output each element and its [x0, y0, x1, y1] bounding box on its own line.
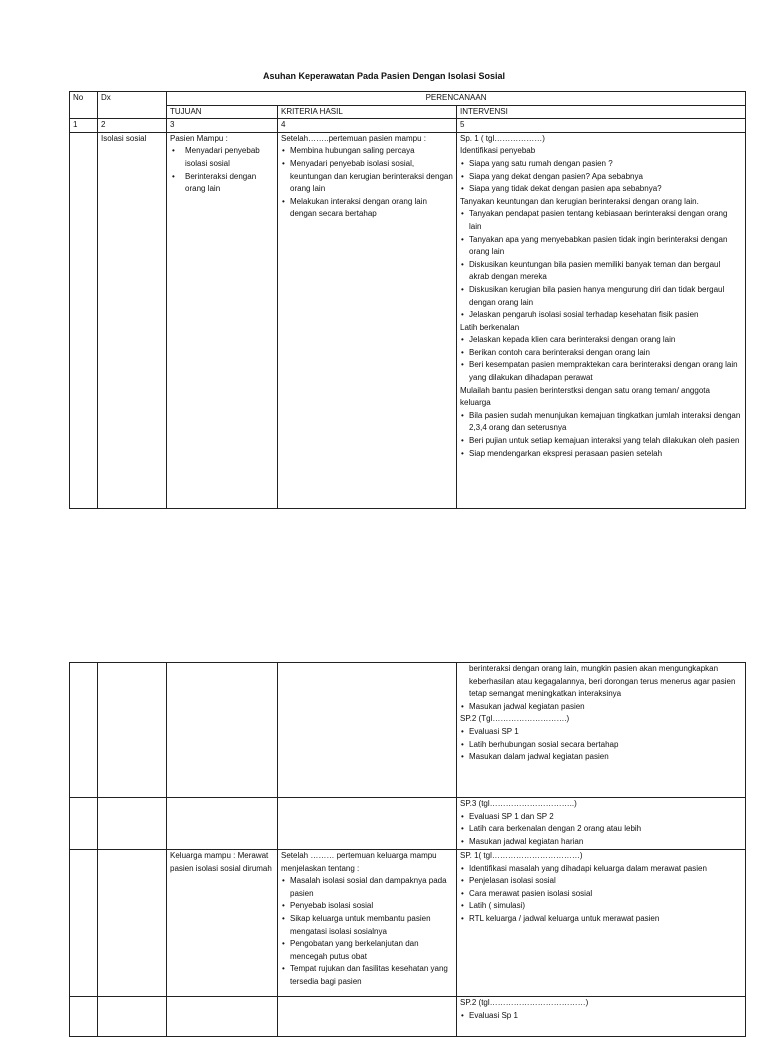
table-row: [70, 663, 746, 798]
sp-title: Sp. 1 ( tgl………………): [460, 133, 545, 143]
list-item: • Siap mendengarkan ekspresi perasaan pasien setelah: [460, 448, 742, 461]
table-row: [70, 850, 746, 997]
list-item: • Berikan contoh cara berinteraksi dengan orang lain: [460, 347, 742, 360]
list-item: • Masukan dalam jadwal kegiatan pasien: [460, 751, 742, 764]
header-kriteria: KRITERIA HASIL: [278, 105, 457, 119]
list-item: • Masukan jadwal kegiatan pasien: [460, 701, 742, 714]
intervensi-text: Identifikasi penyebab: [460, 146, 536, 156]
tujuan-list: [170, 145, 274, 195]
cell-intervensi: [457, 663, 746, 798]
header-perencanaan: PERENCANAAN: [167, 92, 746, 106]
list-item: • Melakukan interaksi dengan orang lain dengan secara bertahap: [281, 196, 453, 221]
list-item: • Evaluasi SP 1: [460, 726, 742, 739]
col-number: 1: [70, 119, 98, 133]
cell-intervensi: [457, 850, 746, 997]
number-row: [70, 119, 746, 133]
list-item: • Latih berhubungan sosial secara bertahap: [460, 739, 742, 752]
kriteria-head: Setelah ……… pertemuan keluarga mampu menjelaskan tentang :: [281, 851, 437, 873]
list-item: • Evaluasi SP 1 dan SP 2: [460, 811, 742, 824]
intervensi-list: [460, 726, 742, 764]
subheader-row: [70, 105, 746, 119]
list-item: • RTL keluarga / jadwal keluarga untuk merawat pasien: [460, 913, 742, 926]
list-item: • Evaluasi Sp 1: [460, 1010, 742, 1023]
kriteria-list: [281, 875, 453, 988]
intervensi-list: [460, 158, 742, 196]
list-item: • Bila pasien sudah menunjukan kemajuan tingkatkan jumlah interaksi dengan 2,3,4 orang dan seterusnya: [460, 410, 742, 435]
list-item: • Diskusikan kerugian bila pasien hanya mengurung diri dan tidak bergaul dengan orang lain: [460, 284, 742, 309]
care-plan-table-continued: [69, 662, 746, 1037]
list-item: • Latih ( simulasi): [460, 900, 742, 913]
list-item: • Jelaskan kepada klien cara berinteraksi dengan orang lain: [460, 334, 742, 347]
list-item: • Siapa yang tidak dekat dengan pasien apa sebabnya?: [460, 183, 742, 196]
sp-title: SP.2 (Tgl……………………….): [460, 714, 570, 724]
table-row: [70, 997, 746, 1037]
list-item: • Tempat rujukan dan fasilitas kesehatan yang tersedia bagi pasien: [281, 963, 453, 988]
list-item: • Masukan jadwal kegiatan harian: [460, 836, 742, 849]
intervensi-list: [460, 410, 742, 460]
header-no: No: [70, 92, 98, 119]
cell-intervensi: [457, 132, 746, 508]
list-item: • Membina hubungan saling percaya: [281, 145, 453, 158]
list-item: • Beri pujian untuk setiap kemajuan interaksi yang telah dilakukan oleh pasien: [460, 435, 742, 448]
care-plan-table: [69, 91, 746, 509]
list-item: • Pengobatan yang berkelanjutan dan mencegah putus obat: [281, 938, 453, 963]
col-number: 4: [278, 119, 457, 133]
sp-title: SP. 1( tgl……………………………): [460, 851, 583, 860]
cell-dx: Isolasi sosial: [98, 132, 167, 508]
list-item: • Menyadari penyebab isolasi sosial, keuntungan dan kerugian berinteraksi dengan orang lain: [281, 158, 453, 196]
intervensi-text: Tanyakan keuntungan dan kerugian berinteraksi dengan orang lain.: [460, 196, 699, 206]
list-item: • Diskusikan keuntungan bila pasien memiliki banyak teman dan bergaul akrab dengan mereka: [460, 259, 742, 284]
cell-tujuan: Keluarga mampu : Merawat pasien isolasi sosial dirumah: [167, 850, 278, 997]
cell-kriteria: [278, 132, 457, 508]
list-item: • Siapa yang dekat dengan pasien? Apa sebabnya: [460, 171, 742, 184]
col-number: 5: [457, 119, 746, 133]
list-item: • Penjelasan isolasi sosial: [460, 875, 742, 888]
intervensi-list: [460, 701, 742, 714]
list-item: • Jelaskan pengaruh isolasi sosial terhadap kesehatan fisik pasien: [460, 309, 742, 322]
table-row: [70, 798, 746, 850]
cell-no: [70, 132, 98, 508]
list-item: • Masalah isolasi sosial dan dampaknya pada pasien: [281, 875, 453, 900]
header-dx: Dx: [98, 92, 167, 119]
intervensi-list: [460, 208, 742, 321]
cell-intervensi: [457, 798, 746, 850]
list-item: • Penyebab isolasi sosial: [281, 900, 453, 913]
list-item: • Berinteraksi dengan orang lain: [170, 171, 274, 196]
list-item: • Beri kesempatan pasien mempraktekan cara berinteraksi dengan orang lain yang dilakukan dihadapan perawat: [460, 359, 742, 384]
intervensi-text: berinteraksi dengan orang lain, mungkin pasien akan mengungkapkan keberhasilan atau kegagalannya, beri dorongan terus menerus agar pasien tetap semangat meningkatkan interaksinya: [469, 664, 736, 699]
list-item: • Identifikasi masalah yang dihadapi keluarga dalam merawat pasien: [460, 863, 742, 876]
cell-kriteria: [278, 850, 457, 997]
list-item: • Siapa yang satu rumah dengan pasien ?: [460, 158, 742, 171]
sp-title: SP.3 (tgl…………………………..): [460, 799, 577, 808]
list-item: • Cara merawat pasien isolasi sosial: [460, 888, 742, 901]
header-tujuan: TUJUAN: [167, 105, 278, 119]
cell-tujuan: [167, 132, 278, 508]
sp-title: SP.2 (tgl………………………………): [460, 998, 589, 1007]
intervensi-text: Latih berkenalan: [460, 322, 520, 332]
intervensi-list: [460, 1010, 742, 1023]
list-item: • Menyadari penyebab isolasi sosial: [170, 145, 274, 170]
list-item: • Sikap keluarga untuk membantu pasien mengatasi isolasi sosialnya: [281, 913, 453, 938]
intervensi-list: [460, 334, 742, 384]
intervensi-list: [460, 863, 742, 926]
table-row: [70, 132, 746, 508]
kriteria-list: [281, 145, 453, 221]
intervensi-text: Mulailah bantu pasien berinterstksi dengan satu orang teman/ anggota keluarga: [460, 385, 710, 408]
list-item: • Tanyakan pendapat pasien tentang kebiasaan berinteraksi dengan orang lain: [460, 208, 742, 233]
intervensi-list: [460, 811, 742, 849]
header-row: [70, 92, 746, 106]
header-intervensi: INTERVENSI: [457, 105, 746, 119]
col-number: 3: [167, 119, 278, 133]
document-title: Asuhan Keperawatan Pada Pasien Dengan Isolasi Sosial: [262, 71, 506, 81]
list-item: • Latih cara berkenalan dengan 2 orang atau lebih: [460, 823, 742, 836]
list-item: • Tanyakan apa yang menyebabkan pasien tidak ingin berinteraksi dengan orang lain: [460, 234, 742, 259]
kriteria-head: Setelah……..pertemuan pasien mampu :: [281, 133, 426, 143]
col-number: 2: [98, 119, 167, 133]
tujuan-head: Pasien Mampu :: [170, 133, 228, 143]
cell-intervensi: [457, 997, 746, 1037]
